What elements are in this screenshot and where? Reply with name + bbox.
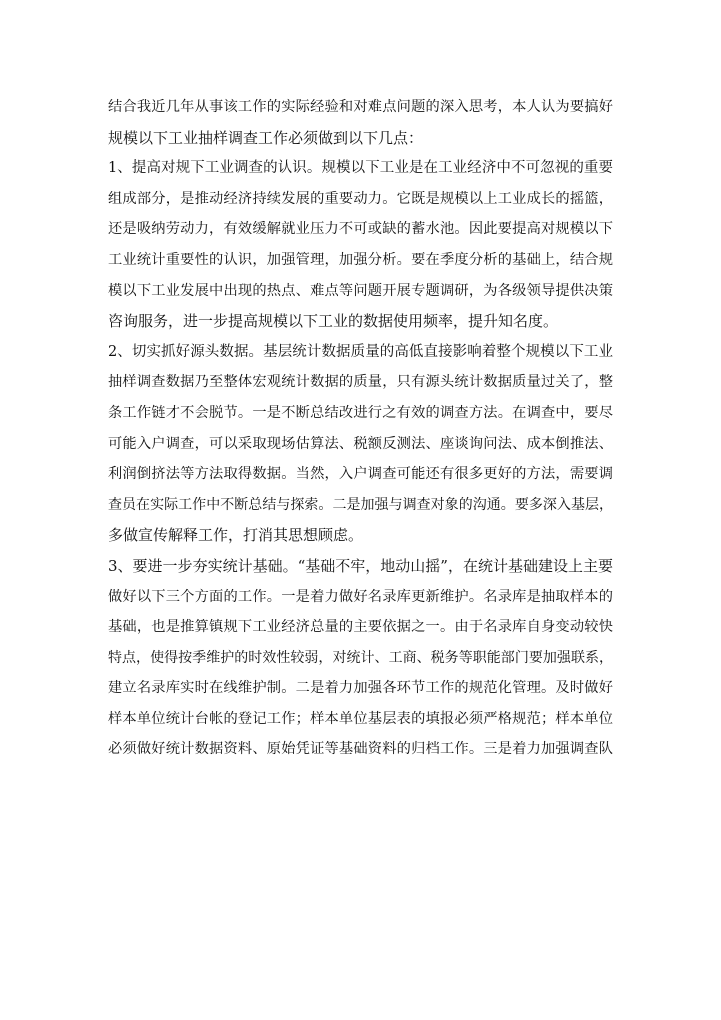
text-line: 抽样调查数据乃至整体宏观统计数据的质量，只有源头统计数据质量过关了，整 [108,374,613,391]
text-line: 2、切实抓好源头数据。基层统计数据质量的高低直接影响着整个规模以下工业 [108,343,613,360]
text-line: 条工作链才不会脱节。一是不断总结改进行之有效的调查方法。在调查中，要尽 [108,404,613,421]
text-line: 咨询服务，进一步提高规模以下工业的数据使用频率，提升知名度。 [108,312,559,331]
body-text [108,92,613,765]
text-line: 建立名录库实时在线维护制。二是着力加强各环节工作的规范化管理。及时做好 [108,680,613,697]
text-line: 还是吸纳劳动力，有效缓解就业压力不可或缺的蓄水池。因此要提高对规模以下 [108,221,613,238]
text-line: 1、提高对规下工业调查的认识。规模以下工业是在工业经济中不可忽视的重要 [108,160,613,177]
text-line: 必须做好统计数据资料、原始凭证等基础资料的归档工作。三是着力加强调查队 [108,741,613,758]
text-line: 工业统计重要性的认识，加强管理，加强分析。要在季度分析的基础上，结合规 [108,251,613,268]
text-line: 多做宣传解释工作，打消其思想顾虑。 [108,526,364,545]
text-line: 3、要进一步夯实统计基础。“基础不牢，地动山摇”，在统计基础建设上主要 [108,556,613,575]
text-line: 规模以下工业抽样调查工作必须做到以下几点： [108,128,424,147]
text-line: 利润倒挤法等方法取得数据。当然，入户调查可能还有很多更好的方法，需要调 [108,466,613,483]
text-line: 可能入户调查，可以采取现场估算法、税额反测法、座谈询问法、成本倒推法、 [108,435,613,452]
text-line: 结合我近几年从事该工作的实际经验和对难点问题的深入思考，本人认为要搞好 [108,99,613,115]
text-line: 基础，也是推算镇规下工业经济总量的主要依据之一。由于名录库自身变动较快 [108,619,613,636]
text-line: 查员在实际工作中不断总结与探索。二是加强与调查对象的沟通。要多深入基层， [108,496,613,513]
text-line: 做好以下三个方面的工作。一是着力做好名录库更新维护。名录库是抽取样本的 [108,588,613,605]
text-line: 模以下工业发展中出现的热点、难点等问题开展专题调研，为各级领导提供决策 [108,282,613,299]
text-line: 特点，使得按季维护的时效性较弱，对统计、工商、税务等职能部门要加强联系， [108,649,613,666]
text-line: 样本单位统计台帐的登记工作；样本单位基层表的填报必须严格规范；样本单位 [108,710,613,727]
text-line: 组成部分，是推动经济持续发展的重要动力。它既是规模以上工业成长的摇篮， [108,190,613,207]
